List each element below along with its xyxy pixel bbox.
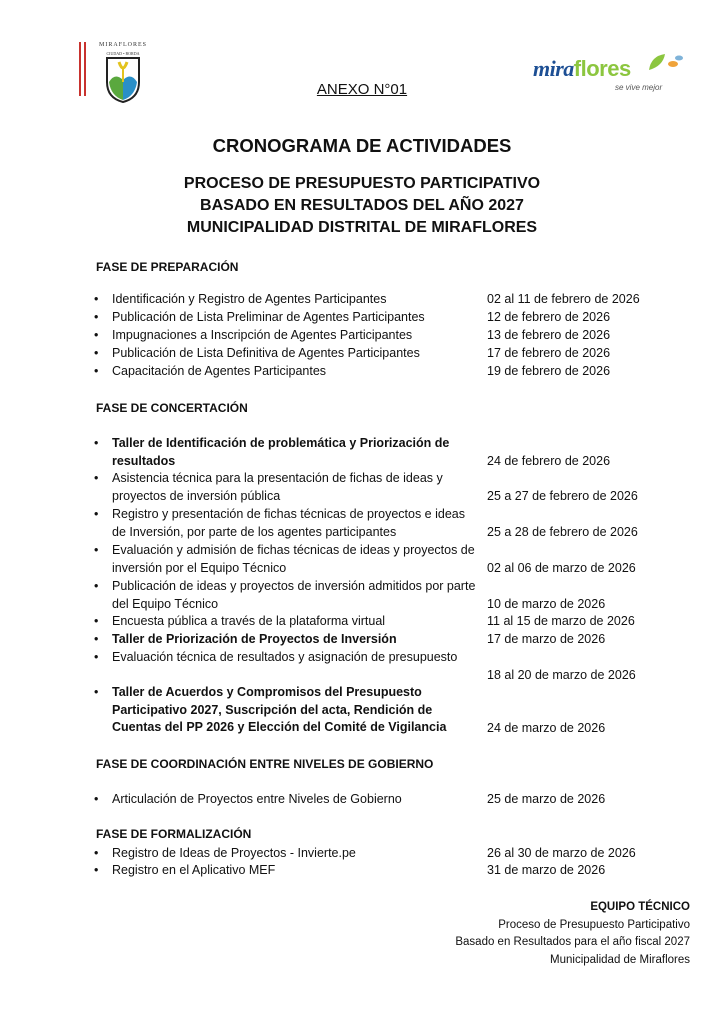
- activity: Registro de Ideas de Proyectos - Invierte.pe: [112, 846, 356, 860]
- date: 19 de febrero de 2026: [487, 364, 611, 378]
- document-title: CRONOGRAMA DE ACTIVIDADES: [212, 135, 512, 156]
- date: 02 al 06 de marzo de 2026: [487, 561, 636, 575]
- date: 12 de febrero de 2026: [487, 310, 611, 324]
- activity: Registro en el Aplicativo MEF: [112, 863, 276, 877]
- phase-title-formalizacion: FASE DE FORMALIZACIÓN: [96, 827, 252, 841]
- date: 17 de marzo de 2026: [487, 632, 606, 646]
- signature-block: [455, 899, 690, 969]
- date: 18 al 20 de marzo de 2026: [487, 668, 636, 682]
- activity: Registro y presentación de fichas técnicas de proyectos e ideas de Inversión, por parte de los agentes participantes: [112, 507, 465, 539]
- subtitle-line: MUNICIPALIDAD DISTRITAL DE MIRAFLORES: [186, 219, 538, 236]
- phase-title-preparacion: FASE DE PREPARACIÓN: [96, 260, 239, 274]
- subtitle-line: PROCESO DE PRESUPUESTO PARTICIPATIVO: [183, 175, 541, 192]
- date: 11 al 15 de marzo de 2026: [487, 614, 635, 628]
- activity: Publicación de Lista Definitiva de Agentes Participantes: [112, 346, 420, 360]
- date: 24 de marzo de 2026: [487, 721, 606, 735]
- activity: Asistencia técnica para la presentación de fichas de ideas y proyectos de inversión pública: [112, 471, 443, 503]
- date: 10 de marzo de 2026: [487, 597, 606, 611]
- phase-title-coordinacion: FASE DE COORDINACIÓN ENTRE NIVELES DE GOBIERNO: [96, 757, 434, 771]
- date: 17 de febrero de 2026: [487, 346, 611, 360]
- bullet: •: [94, 364, 99, 378]
- date: 13 de febrero de 2026: [487, 328, 611, 342]
- date: 02 al 11 de febrero de 2026: [487, 292, 640, 306]
- phase-title-concertacion: FASE DE CONCERTACIÓN: [96, 401, 248, 415]
- bullet: •: [94, 292, 99, 306]
- bullet: •: [94, 632, 99, 646]
- leaf-icon: [645, 52, 685, 72]
- crest-subtitle: CIUDAD • BORDA: [106, 51, 140, 56]
- bullet: •: [94, 328, 99, 342]
- bullet: •: [94, 846, 99, 860]
- date: 25 a 27 de febrero de 2026: [487, 489, 638, 503]
- activity: Taller de Acuerdos y Compromisos del Presupuesto Participativo 2027, Suscripción del acta, Rendición de Cuentas del PP 2026 y Elección del Comité de Vigilancia: [112, 685, 447, 735]
- bullet: •: [94, 543, 99, 557]
- subtitle-line: BASADO EN RESULTADOS DEL AÑO 2027: [200, 197, 524, 214]
- crest-title: MIRAFLORES: [98, 42, 147, 48]
- bullet: •: [94, 346, 99, 360]
- activity: Taller de Priorización de Proyectos de Inversión: [112, 632, 397, 646]
- activity: Publicación de ideas y proyectos de inversión admitidos por parte del Equipo Técnico: [112, 579, 476, 611]
- brand-tagline: se vive mejor: [615, 83, 663, 92]
- activity: Evaluación técnica de resultados y asignación de presupuesto: [112, 650, 458, 664]
- date: 24 de febrero de 2026: [487, 454, 611, 468]
- bullet: •: [94, 310, 99, 324]
- document-subtitle: [0, 173, 724, 239]
- bullet: •: [94, 436, 99, 450]
- activity: Taller de Identificación de problemática y Priorización de resultados: [112, 436, 450, 468]
- signature-line: Municipalidad de Miraflores: [550, 953, 690, 966]
- activity: Capacitación de Agentes Participantes: [112, 364, 327, 378]
- activity: Encuesta pública a través de la plataforma virtual: [112, 614, 386, 628]
- bullet: •: [94, 650, 99, 664]
- date: 31 de marzo de 2026: [487, 863, 606, 877]
- activity: Impugnaciones a Inscripción de Agentes Participantes: [112, 328, 413, 342]
- signature-line: Proceso de Presupuesto Participativo: [498, 918, 690, 931]
- bullet: •: [94, 792, 99, 806]
- bullet: •: [94, 507, 99, 521]
- bullet: •: [94, 471, 99, 485]
- bullet: •: [94, 685, 99, 699]
- brand-name: miraflores: [533, 56, 631, 81]
- bullet: •: [94, 863, 99, 877]
- date: 25 a 28 de febrero de 2026: [487, 525, 638, 539]
- signature-heading: EQUIPO TÉCNICO: [590, 901, 690, 913]
- bullet: •: [94, 614, 99, 628]
- date: 25 de marzo de 2026: [487, 792, 606, 806]
- signature-line: Basado en Resultados para el año fiscal 2027: [455, 936, 690, 948]
- activity: Identificación y Registro de Agentes Participantes: [112, 292, 387, 306]
- annex-label: ANEXO N°01: [316, 81, 408, 98]
- date: 26 al 30 de marzo de 2026: [487, 846, 636, 860]
- activity: Articulación de Proyectos entre Niveles de Gobierno: [112, 792, 402, 806]
- bullet: •: [94, 579, 99, 593]
- activity: Publicación de Lista Preliminar de Agentes Participantes: [112, 310, 425, 324]
- activity: Evaluación y admisión de fichas técnicas de ideas y proyectos de inversión por el Equipo Técnico: [112, 543, 475, 575]
